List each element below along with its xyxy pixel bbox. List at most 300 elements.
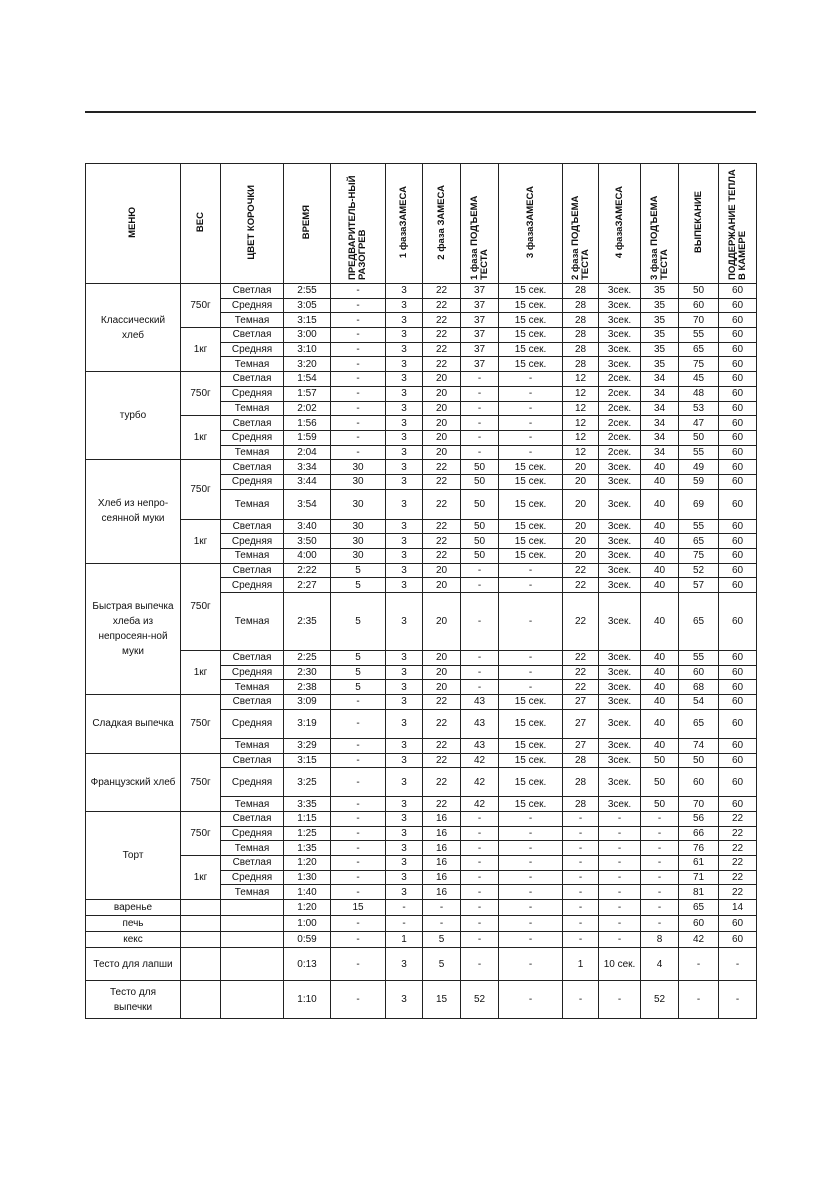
- value-cell: 2:27: [284, 578, 331, 593]
- menu-cell: варенье: [86, 900, 181, 916]
- crust-color-cell: Средняя: [221, 342, 284, 357]
- value-cell: 3:19: [284, 709, 331, 738]
- value-cell: 28: [563, 298, 599, 313]
- value-cell: 1:00: [284, 916, 331, 932]
- value-cell: 27: [563, 709, 599, 738]
- value-cell: -: [461, 885, 499, 900]
- value-cell: 60: [719, 651, 757, 666]
- value-cell: -: [499, 981, 563, 1019]
- column-header: [181, 164, 221, 284]
- value-cell: 16: [423, 870, 461, 885]
- value-cell: -: [461, 841, 499, 856]
- crust-color-cell: Темная: [221, 445, 284, 460]
- column-header: [499, 164, 563, 284]
- crust-color-cell: [221, 932, 284, 948]
- value-cell: -: [499, 386, 563, 401]
- value-cell: -: [331, 328, 386, 343]
- value-cell: -: [599, 900, 641, 916]
- value-cell: 22: [719, 885, 757, 900]
- value-cell: 30: [331, 474, 386, 489]
- value-cell: 55: [679, 328, 719, 343]
- value-cell: 60: [719, 534, 757, 549]
- value-cell: 3: [386, 855, 423, 870]
- value-cell: -: [499, 401, 563, 416]
- value-cell: -: [499, 870, 563, 885]
- value-cell: 3: [386, 578, 423, 593]
- column-header: [641, 164, 679, 284]
- value-cell: 20: [423, 372, 461, 387]
- value-cell: 20: [423, 401, 461, 416]
- value-cell: 3: [386, 885, 423, 900]
- crust-color-cell: Средняя: [221, 578, 284, 593]
- weight-cell: [181, 916, 221, 932]
- value-cell: 28: [563, 284, 599, 299]
- value-cell: 3: [386, 430, 423, 445]
- value-cell: 5: [331, 593, 386, 651]
- value-cell: 3сек.: [599, 651, 641, 666]
- value-cell: 3: [386, 489, 423, 519]
- crust-color-cell: Темная: [221, 313, 284, 328]
- value-cell: 50: [641, 768, 679, 797]
- value-cell: 60: [719, 474, 757, 489]
- value-cell: -: [563, 855, 599, 870]
- value-cell: -: [331, 885, 386, 900]
- value-cell: -: [563, 916, 599, 932]
- value-cell: 60: [719, 342, 757, 357]
- value-cell: 5: [331, 651, 386, 666]
- value-cell: 1:30: [284, 870, 331, 885]
- value-cell: -: [461, 932, 499, 948]
- value-cell: 60: [719, 284, 757, 299]
- value-cell: 70: [679, 313, 719, 328]
- value-cell: -: [331, 855, 386, 870]
- value-cell: -: [461, 386, 499, 401]
- table-row: [86, 563, 757, 578]
- value-cell: 52: [679, 563, 719, 578]
- value-cell: 22: [423, 357, 461, 372]
- value-cell: 3сек.: [599, 738, 641, 753]
- value-cell: -: [331, 841, 386, 856]
- value-cell: 3сек.: [599, 563, 641, 578]
- value-cell: 70: [679, 797, 719, 812]
- value-cell: 3:34: [284, 460, 331, 475]
- value-cell: 60: [719, 797, 757, 812]
- value-cell: 65: [679, 342, 719, 357]
- value-cell: -: [499, 416, 563, 431]
- value-cell: -: [331, 372, 386, 387]
- weight-cell: 1кг: [181, 519, 221, 563]
- value-cell: 5: [331, 578, 386, 593]
- value-cell: 22: [719, 870, 757, 885]
- value-cell: 60: [679, 768, 719, 797]
- value-cell: 20: [423, 563, 461, 578]
- value-cell: -: [461, 948, 499, 981]
- crust-color-cell: Темная: [221, 738, 284, 753]
- value-cell: 81: [679, 885, 719, 900]
- value-cell: 15 сек.: [499, 549, 563, 564]
- value-cell: 65: [679, 593, 719, 651]
- menu-cell: Торт: [86, 811, 181, 899]
- value-cell: 57: [679, 578, 719, 593]
- value-cell: 1:57: [284, 386, 331, 401]
- value-cell: 30: [331, 534, 386, 549]
- value-cell: 37: [461, 313, 499, 328]
- table-row: [86, 811, 757, 826]
- value-cell: -: [499, 445, 563, 460]
- value-cell: 3: [386, 342, 423, 357]
- value-cell: 22: [423, 298, 461, 313]
- table-row: [86, 328, 757, 343]
- value-cell: 1:25: [284, 826, 331, 841]
- value-cell: 2сек.: [599, 416, 641, 431]
- value-cell: 3сек.: [599, 695, 641, 710]
- table-row: [86, 916, 757, 932]
- value-cell: 45: [679, 372, 719, 387]
- crust-color-cell: [221, 916, 284, 932]
- value-cell: 22: [719, 855, 757, 870]
- crust-color-cell: Светлая: [221, 855, 284, 870]
- value-cell: 65: [679, 900, 719, 916]
- crust-color-cell: Темная: [221, 841, 284, 856]
- value-cell: -: [461, 811, 499, 826]
- value-cell: 34: [641, 372, 679, 387]
- value-cell: -: [599, 916, 641, 932]
- column-header-label: 1 фаза ПОДЪЕМА ТЕСТА: [468, 195, 490, 280]
- value-cell: 22: [719, 811, 757, 826]
- value-cell: 22: [423, 342, 461, 357]
- value-cell: 60: [679, 665, 719, 680]
- value-cell: -: [331, 430, 386, 445]
- value-cell: -: [599, 826, 641, 841]
- value-cell: 75: [679, 357, 719, 372]
- value-cell: 60: [719, 578, 757, 593]
- column-header-label: МЕНЮ: [127, 206, 138, 238]
- value-cell: 60: [719, 386, 757, 401]
- value-cell: 3: [386, 811, 423, 826]
- value-cell: 3: [386, 563, 423, 578]
- value-cell: 52: [641, 981, 679, 1019]
- menu-cell: Классический хлеб: [86, 284, 181, 372]
- value-cell: -: [499, 885, 563, 900]
- value-cell: 3сек.: [599, 665, 641, 680]
- value-cell: 3: [386, 981, 423, 1019]
- value-cell: 20: [423, 651, 461, 666]
- value-cell: 2:35: [284, 593, 331, 651]
- value-cell: 60: [719, 916, 757, 932]
- value-cell: 2сек.: [599, 430, 641, 445]
- value-cell: -: [331, 768, 386, 797]
- column-header: [386, 164, 423, 284]
- value-cell: 50: [679, 753, 719, 768]
- value-cell: 3:50: [284, 534, 331, 549]
- value-cell: -: [499, 430, 563, 445]
- value-cell: 3: [386, 357, 423, 372]
- value-cell: 3:20: [284, 357, 331, 372]
- value-cell: 35: [641, 357, 679, 372]
- value-cell: 22: [423, 284, 461, 299]
- value-cell: 15 сек.: [499, 695, 563, 710]
- table-row: [86, 460, 757, 475]
- value-cell: 40: [641, 695, 679, 710]
- value-cell: -: [461, 445, 499, 460]
- value-cell: -: [331, 342, 386, 357]
- value-cell: 76: [679, 841, 719, 856]
- value-cell: -: [331, 948, 386, 981]
- value-cell: 22: [563, 651, 599, 666]
- column-header-label: ВРЕМЯ: [301, 204, 312, 240]
- value-cell: 55: [679, 651, 719, 666]
- value-cell: 22: [423, 753, 461, 768]
- crust-color-cell: [221, 948, 284, 981]
- weight-cell: 750г: [181, 460, 221, 519]
- top-rule: [85, 111, 756, 113]
- value-cell: 3: [386, 460, 423, 475]
- table-row: [86, 284, 757, 299]
- value-cell: 20: [563, 489, 599, 519]
- value-cell: -: [331, 932, 386, 948]
- value-cell: 60: [719, 328, 757, 343]
- value-cell: -: [641, 811, 679, 826]
- value-cell: -: [499, 651, 563, 666]
- value-cell: 3: [386, 401, 423, 416]
- value-cell: 74: [679, 738, 719, 753]
- value-cell: -: [563, 885, 599, 900]
- value-cell: -: [331, 695, 386, 710]
- value-cell: -: [679, 948, 719, 981]
- value-cell: 3сек.: [599, 680, 641, 695]
- value-cell: 35: [641, 313, 679, 328]
- value-cell: 60: [719, 680, 757, 695]
- value-cell: 60: [719, 519, 757, 534]
- value-cell: 15 сек.: [499, 738, 563, 753]
- value-cell: 3:05: [284, 298, 331, 313]
- value-cell: 3сек.: [599, 284, 641, 299]
- value-cell: 1:15: [284, 811, 331, 826]
- crust-color-cell: Темная: [221, 401, 284, 416]
- column-header: [719, 164, 757, 284]
- column-header-label: ЦВЕТ КОРОЧКИ: [246, 184, 257, 260]
- value-cell: 28: [563, 797, 599, 812]
- value-cell: 28: [563, 342, 599, 357]
- value-cell: 50: [461, 549, 499, 564]
- column-header-label: 4 фазаЗАМЕСА: [613, 185, 625, 259]
- crust-color-cell: Светлая: [221, 811, 284, 826]
- value-cell: 42: [461, 797, 499, 812]
- column-header-label: 2 фаза ПОДЪЕМА ТЕСТА: [569, 195, 591, 280]
- value-cell: 2:55: [284, 284, 331, 299]
- crust-color-cell: Светлая: [221, 328, 284, 343]
- value-cell: 50: [461, 474, 499, 489]
- value-cell: 3: [386, 695, 423, 710]
- value-cell: -: [461, 870, 499, 885]
- value-cell: 40: [641, 474, 679, 489]
- value-cell: -: [499, 578, 563, 593]
- value-cell: 3: [386, 386, 423, 401]
- value-cell: 35: [641, 298, 679, 313]
- value-cell: 59: [679, 474, 719, 489]
- value-cell: -: [331, 981, 386, 1019]
- value-cell: 60: [719, 695, 757, 710]
- value-cell: 37: [461, 298, 499, 313]
- weight-cell: 750г: [181, 372, 221, 416]
- value-cell: 1:10: [284, 981, 331, 1019]
- weight-cell: 1кг: [181, 328, 221, 372]
- value-cell: 60: [719, 738, 757, 753]
- value-cell: -: [331, 445, 386, 460]
- value-cell: 43: [461, 709, 499, 738]
- value-cell: 15 сек.: [499, 284, 563, 299]
- value-cell: 20: [563, 474, 599, 489]
- value-cell: 15 сек.: [499, 342, 563, 357]
- crust-color-cell: Темная: [221, 549, 284, 564]
- value-cell: 2сек.: [599, 386, 641, 401]
- table-row: [86, 932, 757, 948]
- value-cell: 34: [641, 386, 679, 401]
- value-cell: 37: [461, 342, 499, 357]
- value-cell: -: [499, 948, 563, 981]
- value-cell: 3: [386, 313, 423, 328]
- value-cell: 22: [423, 460, 461, 475]
- value-cell: 22: [423, 709, 461, 738]
- value-cell: 20: [423, 578, 461, 593]
- value-cell: 12: [563, 372, 599, 387]
- value-cell: 34: [641, 430, 679, 445]
- value-cell: 40: [641, 489, 679, 519]
- value-cell: 60: [679, 298, 719, 313]
- value-cell: 3: [386, 709, 423, 738]
- value-cell: 16: [423, 855, 461, 870]
- value-cell: 14: [719, 900, 757, 916]
- value-cell: 3:40: [284, 519, 331, 534]
- value-cell: 54: [679, 695, 719, 710]
- value-cell: 4: [641, 948, 679, 981]
- value-cell: 22: [423, 695, 461, 710]
- value-cell: 3:09: [284, 695, 331, 710]
- value-cell: -: [599, 855, 641, 870]
- value-cell: -: [461, 563, 499, 578]
- table-row: [86, 695, 757, 710]
- value-cell: 15 сек.: [499, 328, 563, 343]
- value-cell: 28: [563, 753, 599, 768]
- value-cell: 60: [719, 753, 757, 768]
- value-cell: 3сек.: [599, 460, 641, 475]
- value-cell: 37: [461, 328, 499, 343]
- value-cell: -: [599, 811, 641, 826]
- table-row: [86, 519, 757, 534]
- value-cell: 60: [679, 916, 719, 932]
- value-cell: 15 сек.: [499, 357, 563, 372]
- value-cell: 60: [719, 416, 757, 431]
- crust-color-cell: Темная: [221, 357, 284, 372]
- value-cell: 3: [386, 284, 423, 299]
- column-header-label: ПОДДЕРЖАНИЕ ТЕПЛА В КАМЕРЕ: [726, 169, 748, 280]
- value-cell: 50: [641, 753, 679, 768]
- crust-color-cell: [221, 981, 284, 1019]
- value-cell: 1: [563, 948, 599, 981]
- value-cell: 3сек.: [599, 342, 641, 357]
- value-cell: -: [499, 811, 563, 826]
- value-cell: -: [499, 826, 563, 841]
- value-cell: -: [499, 900, 563, 916]
- value-cell: -: [499, 855, 563, 870]
- column-header-label: ВЫПЕКАНИЕ: [692, 190, 704, 253]
- value-cell: 15: [331, 900, 386, 916]
- value-cell: 3: [386, 797, 423, 812]
- value-cell: 2сек.: [599, 401, 641, 416]
- value-cell: 42: [461, 768, 499, 797]
- value-cell: -: [461, 916, 499, 932]
- weight-cell: 750г: [181, 563, 221, 650]
- value-cell: 22: [423, 313, 461, 328]
- value-cell: -: [641, 826, 679, 841]
- value-cell: 16: [423, 841, 461, 856]
- value-cell: -: [599, 841, 641, 856]
- value-cell: 3:15: [284, 753, 331, 768]
- value-cell: 22: [563, 593, 599, 651]
- value-cell: 8: [641, 932, 679, 948]
- value-cell: 50: [461, 534, 499, 549]
- value-cell: 15 сек.: [499, 313, 563, 328]
- value-cell: -: [461, 855, 499, 870]
- value-cell: 5: [423, 932, 461, 948]
- value-cell: 28: [563, 328, 599, 343]
- value-cell: -: [331, 284, 386, 299]
- crust-color-cell: Средняя: [221, 768, 284, 797]
- value-cell: 3: [386, 948, 423, 981]
- value-cell: 60: [719, 593, 757, 651]
- value-cell: 3: [386, 593, 423, 651]
- value-cell: 22: [719, 826, 757, 841]
- crust-color-cell: Светлая: [221, 284, 284, 299]
- value-cell: 15: [423, 981, 461, 1019]
- value-cell: 22: [423, 534, 461, 549]
- value-cell: 16: [423, 826, 461, 841]
- value-cell: 48: [679, 386, 719, 401]
- value-cell: 40: [641, 534, 679, 549]
- column-header: [331, 164, 386, 284]
- value-cell: 20: [423, 386, 461, 401]
- value-cell: 3сек.: [599, 489, 641, 519]
- value-cell: 22: [563, 563, 599, 578]
- value-cell: 56: [679, 811, 719, 826]
- value-cell: 15 сек.: [499, 753, 563, 768]
- value-cell: 50: [461, 460, 499, 475]
- value-cell: -: [499, 916, 563, 932]
- value-cell: 10 сек.: [599, 948, 641, 981]
- value-cell: 3: [386, 651, 423, 666]
- value-cell: 50: [461, 519, 499, 534]
- value-cell: 3:10: [284, 342, 331, 357]
- value-cell: -: [599, 885, 641, 900]
- value-cell: 16: [423, 811, 461, 826]
- value-cell: 3: [386, 870, 423, 885]
- value-cell: 60: [719, 489, 757, 519]
- value-cell: 22: [423, 328, 461, 343]
- value-cell: -: [499, 372, 563, 387]
- value-cell: -: [563, 811, 599, 826]
- menu-cell: Тесто для выпечки: [86, 981, 181, 1019]
- value-cell: 2сек.: [599, 372, 641, 387]
- value-cell: 3: [386, 841, 423, 856]
- baking-programs-table: [85, 163, 757, 1019]
- value-cell: 22: [563, 578, 599, 593]
- value-cell: 3:44: [284, 474, 331, 489]
- value-cell: 40: [641, 593, 679, 651]
- value-cell: 3:25: [284, 768, 331, 797]
- value-cell: -: [331, 386, 386, 401]
- value-cell: 3: [386, 534, 423, 549]
- value-cell: 35: [641, 328, 679, 343]
